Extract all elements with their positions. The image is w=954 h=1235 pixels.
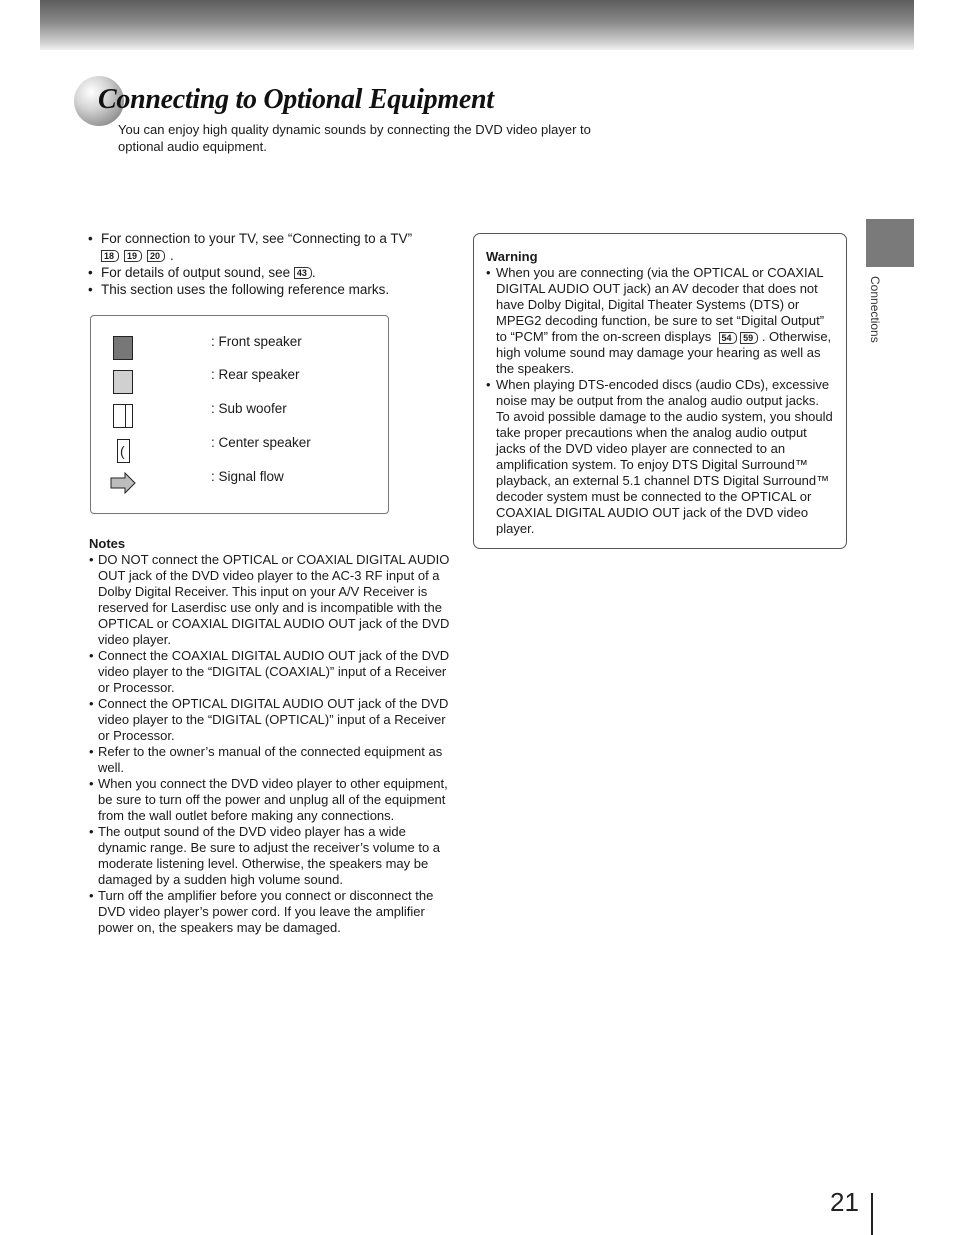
warning-item-text: When you are connecting (via the OPTICAL or COAXIAL DIGITAL AUDIO OUT jack) an AV decoder that does not have Dolby Digital, Digital Theater Systems (DTS) or MPEG2 decoding function, be sure to set “Digital Output” to “PCM” from the on-screen displays <box>496 265 825 344</box>
page-number: 21 <box>830 1187 859 1217</box>
legend-label: : Sub woofer <box>211 401 287 416</box>
sub-woofer-icon <box>113 404 133 428</box>
legend-label: : Front speaker <box>211 334 302 349</box>
bullet-output-sound-text: For details of output sound, see <box>101 265 291 280</box>
page-ref[interactable]: 59 <box>740 332 758 344</box>
notes-section <box>89 536 451 936</box>
legend-label: : Center speaker <box>211 435 311 450</box>
note-item: • Refer to the owner’s manual of the connected equipment as well. <box>89 744 451 776</box>
page-ref-row <box>88 247 448 264</box>
warning-item: • When playing DTS-encoded discs (audio CDs), excessive noise may be output from the analog audio output jacks. To avoid possible damage to the audio system, you should take proper precautions when the analog audio output jacks of the DVD video player are connected to an amplification system. To enjoy DTS Digital Surround™ playback, an external 5.1 channel DTS Digital Surround™ decoder system must be connected to the OPTICAL or COAXIAL DIGITAL AUDIO OUT jack of the DVD video player. <box>486 377 834 537</box>
signal-flow-arrow-icon <box>110 472 136 494</box>
page-ref[interactable]: 54 <box>719 332 737 344</box>
notes-heading: Notes <box>89 536 126 551</box>
section-tab <box>866 219 914 267</box>
page-number-rule <box>871 1193 873 1235</box>
section-tab-label: Connections <box>868 276 882 343</box>
page-title: Connecting to Optional Equipment <box>98 84 494 115</box>
legend-item-front <box>91 334 388 368</box>
page-ref[interactable]: 20 <box>147 250 165 262</box>
center-speaker-icon <box>117 439 130 463</box>
bullet-tv-connection <box>88 230 448 247</box>
intro-bullets <box>88 230 448 298</box>
front-speaker-icon <box>113 336 133 360</box>
ref-period: . <box>170 248 174 263</box>
note-item: • When you connect the DVD video player to other equipment, be sure to turn off the power and unplug all of the equipment from the wall outlet before making any connections. <box>89 776 451 824</box>
bullet-reference-marks <box>88 281 448 298</box>
note-item: • DO NOT connect the OPTICAL or COAXIAL DIGITAL AUDIO OUT jack of the DVD video player to the AC-3 RF input of a Dolby Digital Receiver. This input on your A/V Receiver is reserved for Laserdisc use only and is incompatible with the OPTICAL or COAXIAL DIGITAL AUDIO OUT jack of the DVD video player. <box>89 552 451 648</box>
rear-speaker-icon <box>113 370 133 394</box>
page-ref[interactable]: 18 <box>101 250 119 262</box>
legend-label: : Signal flow <box>211 469 284 484</box>
note-item: • Turn off the amplifier before you connect or disconnect the DVD video player’s power cord. If you leave the amplifier power on, the speakers may be damaged. <box>89 888 451 936</box>
bullet-reference-marks-text: This section uses the following reference marks. <box>101 282 390 297</box>
bullet-tv-connection-text: For connection to your TV, see “Connecting to a TV” <box>101 231 413 246</box>
legend-item-signal <box>91 470 388 504</box>
header-band <box>40 0 914 50</box>
warning-item <box>486 265 834 377</box>
ref-period: . <box>311 265 316 280</box>
legend-label: : Rear speaker <box>211 367 300 382</box>
note-item: • The output sound of the DVD video player has a wide dynamic range. Be sure to adjust the receiver’s volume to a moderate listening level. Otherwise, the speakers may be damaged by a sudden high volume sound. <box>89 824 451 888</box>
legend-item-center <box>91 436 388 470</box>
legend-item-rear <box>91 368 388 402</box>
bullet-output-sound <box>88 264 448 281</box>
warning-item-text-cont: . Otherwise, high volume sound may damage your hearing as well as the speakers. <box>496 329 832 376</box>
page-ref[interactable]: 19 <box>124 250 142 262</box>
reference-marks-legend <box>90 315 389 514</box>
intro-text: You can enjoy high quality dynamic sounds by connecting the DVD video player to optional audio equipment. <box>118 122 591 154</box>
note-item: • Connect the OPTICAL DIGITAL AUDIO OUT jack of the DVD video player to the “DIGITAL (OPTICAL)” input of a Receiver or Processor. <box>89 696 451 744</box>
warning-box <box>473 233 847 549</box>
warning-heading: Warning <box>486 249 538 264</box>
legend-item-sub <box>91 402 388 436</box>
note-item: • Connect the COAXIAL DIGITAL AUDIO OUT jack of the DVD video player to the “DIGITAL (COAXIAL)” input of a Receiver or Processor. <box>89 648 451 696</box>
page-ref[interactable]: 43 <box>294 267 312 279</box>
